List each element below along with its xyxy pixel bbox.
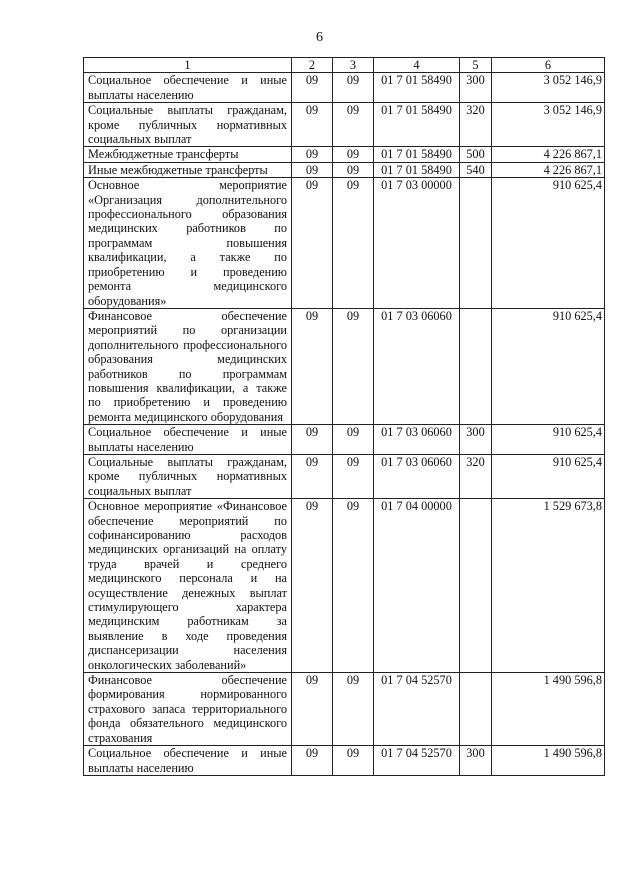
cell-amount: 910 625,4 [492,178,605,309]
cell-section: 09 [292,746,333,776]
cell-subsection: 09 [333,499,374,673]
cell-target-article: 01 7 04 52570 [374,746,460,776]
cell-amount: 3 052 146,9 [492,103,605,147]
column-header: 2 [292,58,333,73]
cell-expense-type: 500 [460,147,492,162]
cell-expense-type: 320 [460,103,492,147]
cell-name: Основное мероприятие «Организация дополнительного профессионального образования медицинских работников по программам повышения квалификации, а также по приобретению и проведению ремонта медицинского оборудования» [84,178,292,309]
page-number: 6 [316,30,323,45]
cell-section: 09 [292,73,333,103]
cell-subsection: 09 [333,178,374,309]
cell-name: Основное мероприятие «Финансовое обеспечение мероприятий по софинансированию расходов медицинских организаций на оплату труда врачей и среднего медицинского персонала и на осуществление денежных выплат стимулирующего характера медицинским работникам за выявление в ходе проведения диспансеризации населения онкологических заболеваний» [84,499,292,673]
table-row [84,162,605,177]
table-row [84,425,605,455]
cell-section: 09 [292,454,333,498]
column-header: 5 [460,58,492,73]
cell-target-article: 01 7 03 06060 [374,454,460,498]
cell-section: 09 [292,147,333,162]
cell-name: Социальные выплаты гражданам, кроме публичных нормативных социальных выплат [84,454,292,498]
table-row [84,499,605,673]
cell-subsection: 09 [333,103,374,147]
cell-amount: 4 226 867,1 [492,147,605,162]
cell-subsection: 09 [333,147,374,162]
cell-name: Финансовое обеспечение мероприятий по организации дополнительного профессионального образования медицинских работников по программам повышения квалификации, а также по приобретению и проведению ремонта медицинского оборудования [84,308,292,424]
cell-subsection: 09 [333,673,374,746]
cell-target-article: 01 7 01 58490 [374,162,460,177]
table-row [84,147,605,162]
table-row [84,746,605,776]
cell-expense-type: 300 [460,73,492,103]
cell-amount: 1 529 673,8 [492,499,605,673]
cell-expense-type: 300 [460,746,492,776]
cell-expense-type [460,499,492,673]
table-row [84,673,605,746]
cell-amount: 910 625,4 [492,454,605,498]
cell-amount: 4 226 867,1 [492,162,605,177]
cell-target-article: 01 7 03 00000 [374,178,460,309]
column-header: 3 [333,58,374,73]
table-row [84,103,605,147]
table-row [84,73,605,103]
cell-target-article: 01 7 01 58490 [374,103,460,147]
cell-subsection: 09 [333,162,374,177]
cell-section: 09 [292,499,333,673]
cell-expense-type [460,673,492,746]
table-header-row [84,58,605,73]
cell-name: Финансовое обеспечение формирования нормированного страхового запаса территориального фонда обязательного медицинского страхования [84,673,292,746]
cell-amount: 1 490 596,8 [492,673,605,746]
cell-amount: 910 625,4 [492,308,605,424]
cell-name: Социальное обеспечение и иные выплаты населению [84,746,292,776]
cell-subsection: 09 [333,425,374,455]
cell-section: 09 [292,425,333,455]
cell-target-article: 01 7 03 06060 [374,425,460,455]
cell-section: 09 [292,673,333,746]
cell-target-article: 01 7 04 52570 [374,673,460,746]
cell-subsection: 09 [333,308,374,424]
cell-amount: 910 625,4 [492,425,605,455]
cell-target-article: 01 7 01 58490 [374,147,460,162]
cell-section: 09 [292,178,333,309]
cell-expense-type [460,178,492,309]
cell-subsection: 09 [333,746,374,776]
cell-name: Социальное обеспечение и иные выплаты населению [84,425,292,455]
cell-name: Социальное обеспечение и иные выплаты населению [84,73,292,103]
cell-target-article: 01 7 03 06060 [374,308,460,424]
cell-expense-type: 300 [460,425,492,455]
cell-subsection: 09 [333,454,374,498]
cell-amount: 3 052 146,9 [492,73,605,103]
cell-name: Межбюджетные трансферты [84,147,292,162]
cell-subsection: 09 [333,73,374,103]
cell-expense-type: 540 [460,162,492,177]
column-header: 1 [84,58,292,73]
cell-target-article: 01 7 01 58490 [374,73,460,103]
cell-section: 09 [292,162,333,177]
cell-expense-type [460,308,492,424]
cell-name: Иные межбюджетные трансферты [84,162,292,177]
column-header: 6 [492,58,605,73]
cell-target-article: 01 7 04 00000 [374,499,460,673]
cell-section: 09 [292,103,333,147]
column-header: 4 [374,58,460,73]
cell-section: 09 [292,308,333,424]
cell-amount: 1 490 596,8 [492,746,605,776]
cell-name: Социальные выплаты гражданам, кроме публичных нормативных социальных выплат [84,103,292,147]
table-row [84,308,605,424]
budget-table [83,57,605,776]
cell-expense-type: 320 [460,454,492,498]
table-row [84,454,605,498]
table-row [84,178,605,309]
